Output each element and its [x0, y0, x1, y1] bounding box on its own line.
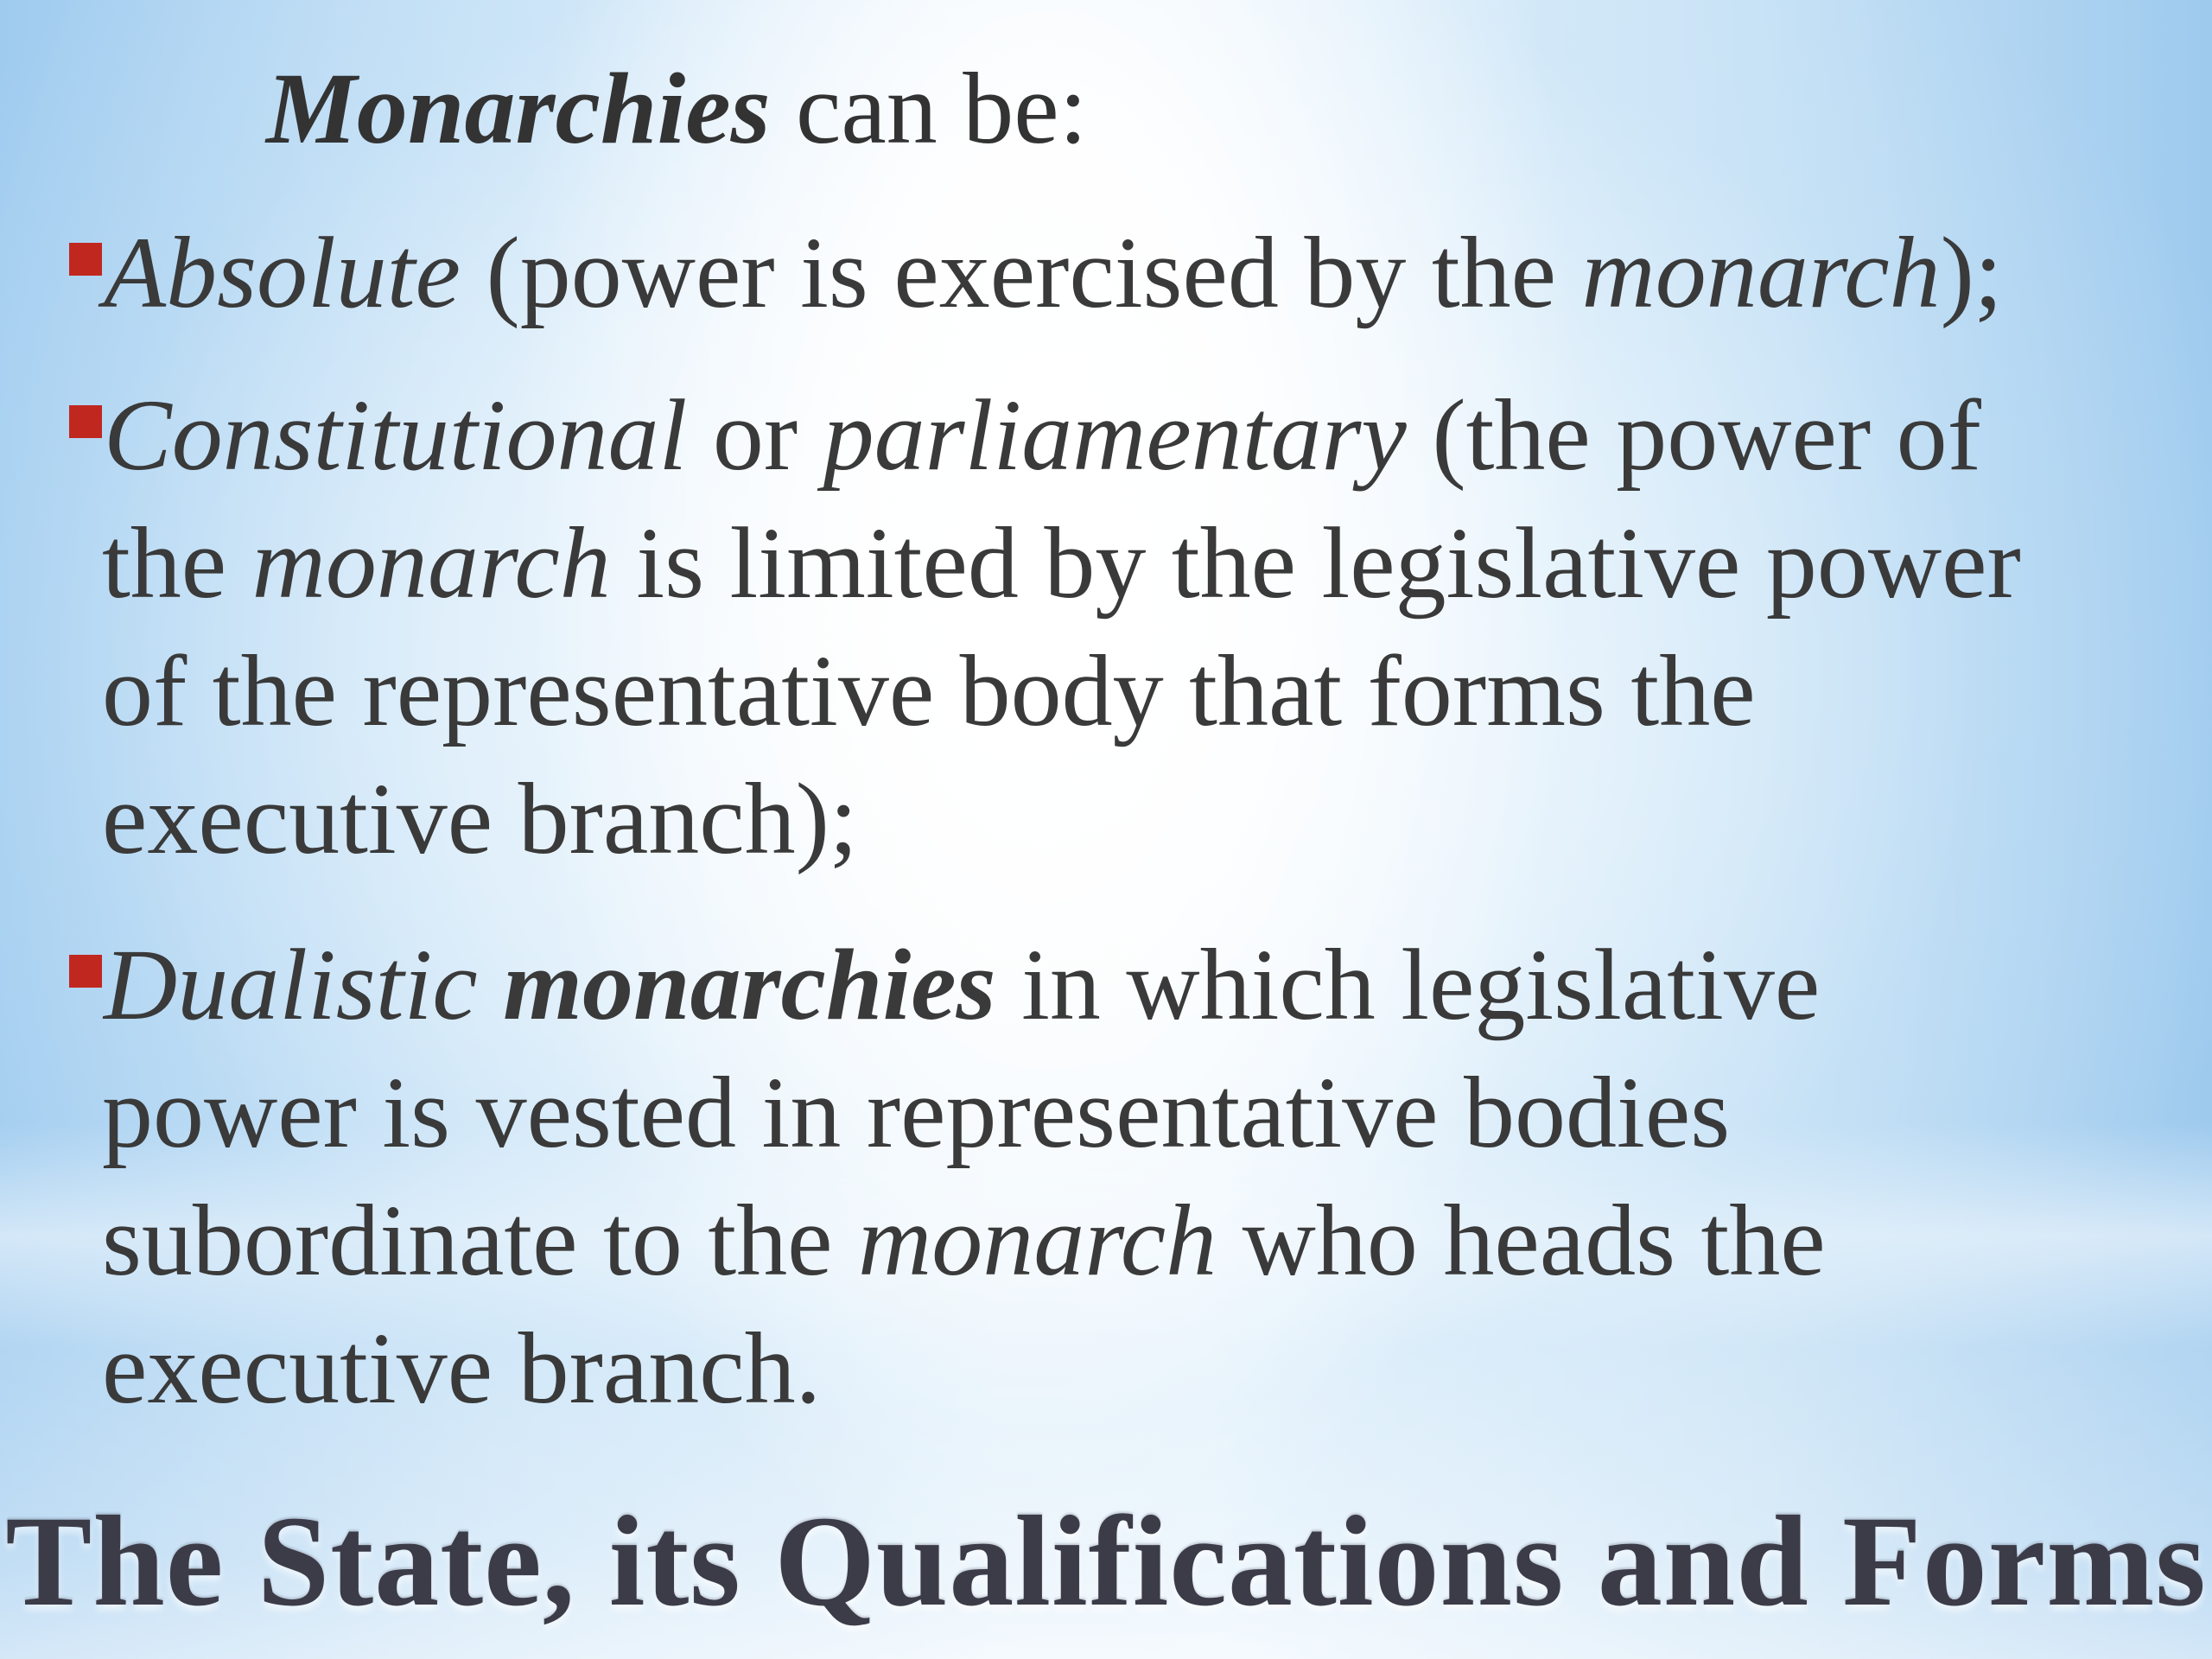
bullet-line: [102, 627, 1756, 755]
bullet-line: [102, 499, 2021, 627]
heading-keyword: Monarchies: [266, 52, 771, 165]
bullet-line: [102, 1177, 1826, 1305]
line-segment: of the representative body that forms the: [102, 634, 1756, 747]
square-bullet-icon: [69, 955, 102, 988]
line-segment: Dualistic: [104, 928, 478, 1041]
line-segment: executive branch);: [102, 762, 858, 875]
line-segment: or: [687, 378, 823, 492]
line-segment: executive branch.: [102, 1312, 822, 1425]
line-segment: monarch: [857, 1184, 1217, 1297]
slide-title: The State, its Qualifications and Forms: [5, 1490, 2207, 1633]
line-segment: in which legislative: [995, 928, 1821, 1041]
line-segment: Absolute: [104, 216, 461, 329]
line-segment: (power is exercised by the: [460, 216, 1582, 329]
bullet-line: [104, 209, 2003, 337]
line-segment: parliamentary: [823, 378, 1407, 492]
bullet-line: [104, 921, 1820, 1049]
square-bullet-icon: [69, 243, 102, 276]
slide-heading: [266, 50, 1087, 168]
bullet-line: [104, 372, 1981, 499]
line-segment: Constitutional: [104, 378, 688, 492]
bullet-line: [102, 1049, 1730, 1177]
line-segment: power is vested in representative bodies: [102, 1056, 1731, 1169]
line-segment: monarchies: [503, 928, 996, 1041]
bullet-line: [102, 1305, 821, 1433]
line-segment: );: [1940, 216, 2003, 329]
line-segment: (the power of: [1406, 378, 1981, 492]
line-segment: monarch: [1581, 216, 1941, 329]
heading-rest: can be:: [770, 52, 1088, 165]
line-segment: is limited by the legislative power: [610, 506, 2021, 620]
bullet-line: [102, 755, 858, 883]
line-segment: subordinate to the: [102, 1184, 858, 1297]
square-bullet-icon: [69, 405, 102, 438]
line-segment: who heads the: [1217, 1184, 1826, 1297]
line-segment: the: [102, 506, 252, 620]
line-segment: [478, 928, 504, 1041]
line-segment: monarch: [251, 506, 611, 620]
